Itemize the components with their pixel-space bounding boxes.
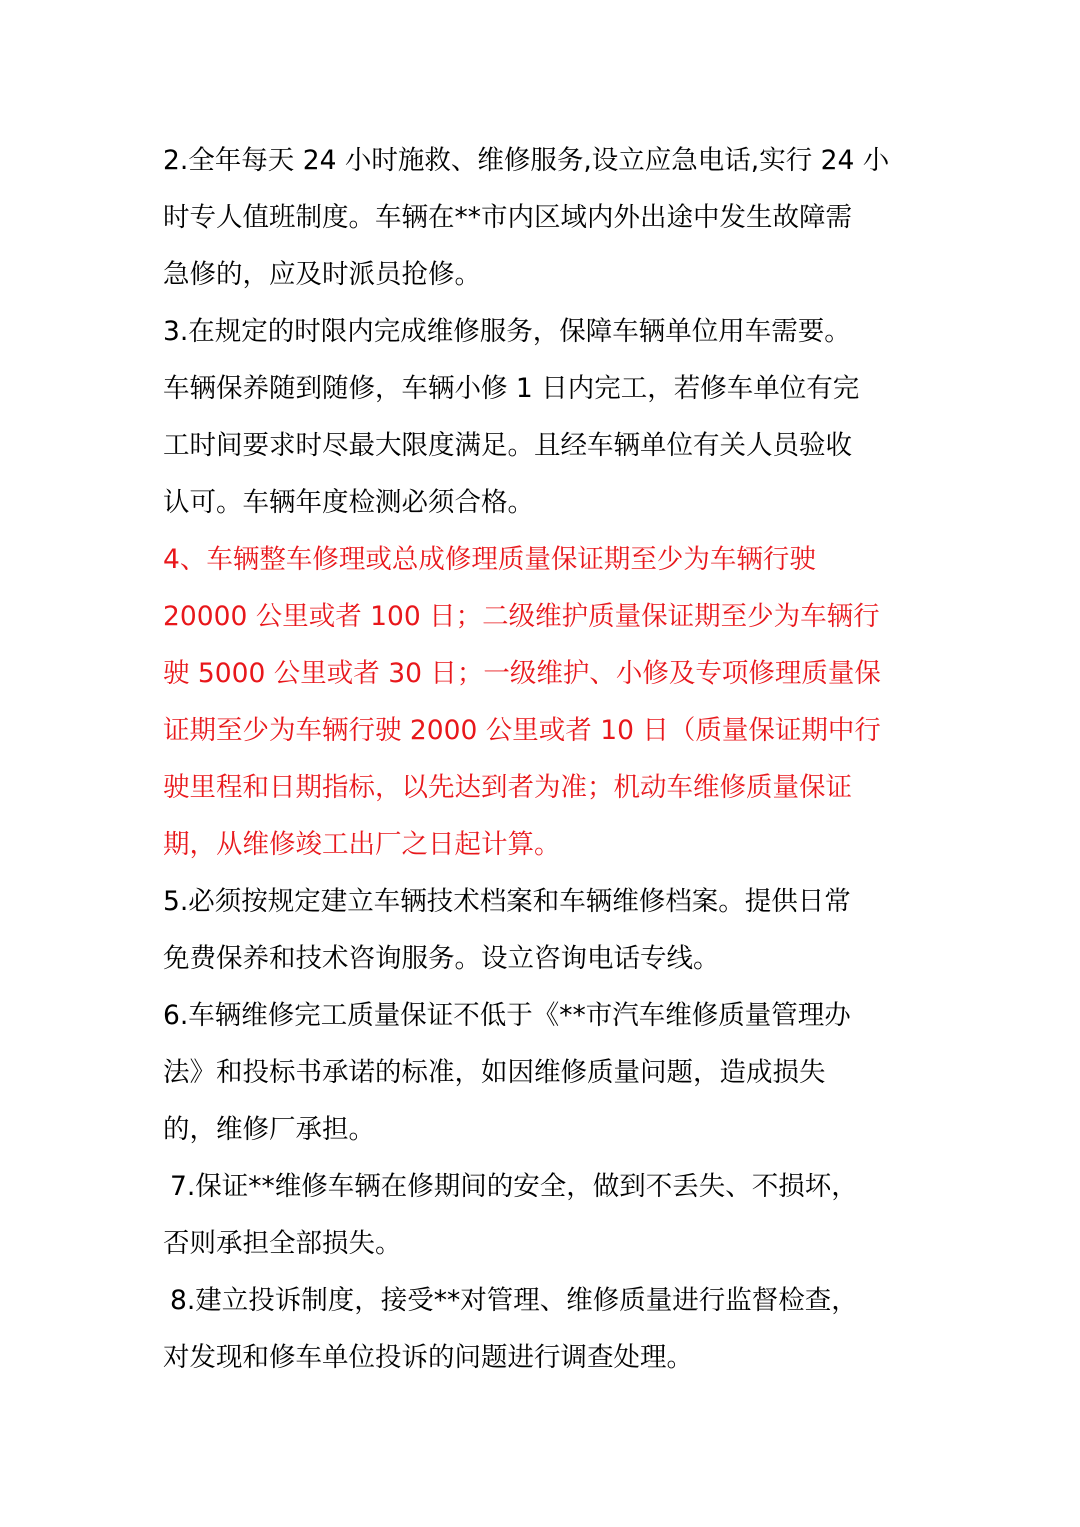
paragraph-line: 6.车辆维修完工质量保证不低于《**市汽车维修质量管理办 — [163, 1000, 851, 1031]
paragraph-line: 急修的，应及时派员抢修。 — [163, 259, 481, 290]
paragraph-line: 法》和投标书承诺的标准，如因维修质量问题，造成损失 — [163, 1057, 826, 1088]
paragraph-line: 否则承担全部损失。 — [163, 1228, 402, 1259]
document-body — [163, 132, 923, 1386]
paragraph-line: 4、车辆整车修理或总成修理质量保证期至少为车辆行驶 — [163, 544, 816, 575]
paragraph-item-5 — [163, 873, 923, 987]
paragraph-line: 的，维修厂承担。 — [163, 1114, 375, 1145]
paragraph-line: 2.全年每天 24 小时施救、维修服务,设立应急电话,实行 24 小 — [163, 145, 890, 176]
paragraph-item-4-highlighted — [163, 531, 923, 873]
paragraph-line: 驶 5000 公里或者 30 日；一级维护、小修及专项修理质量保 — [163, 658, 881, 689]
paragraph-line: 证期至少为车辆行驶 2000 公里或者 10 日（质量保证期中行 — [163, 715, 881, 746]
paragraph-item-6 — [163, 987, 923, 1158]
paragraph-item-2 — [163, 132, 923, 303]
paragraph-line: 工时间要求时尽最大限度满足。且经车辆单位有关人员验收 — [163, 430, 852, 461]
paragraph-item-7 — [163, 1158, 923, 1272]
paragraph-line: 20000 公里或者 100 日；二级维护质量保证期至少为车辆行 — [163, 601, 880, 632]
paragraph-line: 3.在规定的时限内完成维修服务，保障车辆单位用车需要。 — [163, 316, 851, 347]
paragraph-item-3 — [163, 303, 923, 531]
paragraph-line: 认可。车辆年度检测必须合格。 — [163, 487, 534, 518]
paragraph-line: 时专人值班制度。车辆在**市内区域内外出途中发生故障需 — [163, 202, 852, 233]
paragraph-line: 8.建立投诉制度，接受**对管理、维修质量进行监督检查， — [170, 1285, 858, 1316]
paragraph-line: 期，从维修竣工出厂之日起计算。 — [163, 829, 561, 860]
paragraph-item-8 — [163, 1272, 923, 1386]
paragraph-line: 车辆保养随到随修，车辆小修 1 日内完工，若修车单位有完 — [163, 373, 860, 404]
paragraph-line: 驶里程和日期指标，以先达到者为准；机动车维修质量保证 — [163, 772, 852, 803]
paragraph-line: 对发现和修车单位投诉的问题进行调查处理。 — [163, 1342, 693, 1373]
paragraph-line: 免费保养和技术咨询服务。设立咨询电话专线。 — [163, 943, 720, 974]
paragraph-line: 5.必须按规定建立车辆技术档案和车辆维修档案。提供日常 — [163, 886, 851, 917]
paragraph-line: 7.保证**维修车辆在修期间的安全，做到不丢失、不损坏， — [170, 1171, 858, 1202]
